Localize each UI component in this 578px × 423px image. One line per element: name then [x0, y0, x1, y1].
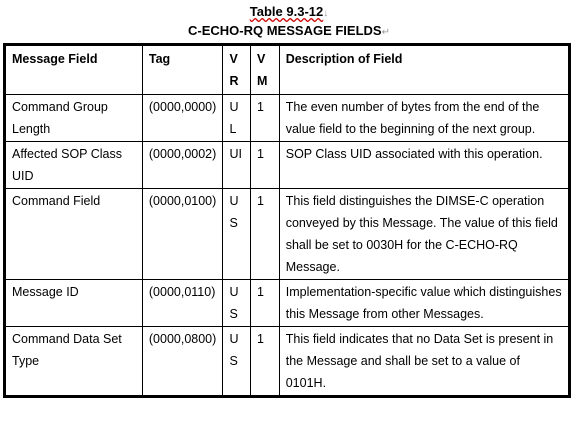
cell-tag: (0000,0800) [142, 327, 223, 396]
cell-vr: US [223, 327, 251, 396]
cell-message-field: Command Field [6, 189, 143, 280]
table-row [6, 189, 569, 280]
cell-vr: UI [223, 142, 251, 189]
table-number-caption [0, 4, 578, 22]
header-tag: Tag [142, 46, 223, 95]
cell-vm: 1 [251, 189, 280, 280]
cell-description: This field distinguishes the DIMSE-C operation conveyed by this Message. The value of this field shall be set to 0030H for the C-ECHO-RQ Message. [279, 189, 568, 280]
cell-message-field: Message ID [6, 280, 143, 327]
cell-description: The even number of bytes from the end of the value field to the beginning of the next group. [279, 95, 568, 142]
table-row [6, 95, 569, 142]
cell-vr: US [223, 189, 251, 280]
header-description: Description of Field [279, 46, 568, 95]
message-fields-table [5, 45, 569, 396]
cell-description: SOP Class UID associated with this operation. [279, 142, 568, 189]
cell-message-field: Command Group Length [6, 95, 143, 142]
table-row [6, 327, 569, 396]
header-vm: VM [251, 46, 280, 95]
cell-tag: (0000,0002) [142, 142, 223, 189]
header-message-field: Message Field [6, 46, 143, 95]
table-row [6, 142, 569, 189]
cell-tag: (0000,0100) [142, 189, 223, 280]
cell-vr: UL [223, 95, 251, 142]
cell-tag: (0000,0000) [142, 95, 223, 142]
cell-vm: 1 [251, 95, 280, 142]
table-title: C-ECHO-RQ MESSAGE FIELDS [188, 23, 382, 38]
paragraph-mark-icon: ↓ [323, 8, 329, 19]
paragraph-mark-icon: ↵ [381, 27, 390, 38]
cell-vm: 1 [251, 327, 280, 396]
cell-vr: US [223, 280, 251, 327]
cell-message-field: Command Data Set Type [6, 327, 143, 396]
cell-description: Implementation-specific value which distinguishes this Message from other Messages. [279, 280, 568, 327]
cell-message-field: Affected SOP Class UID [6, 142, 143, 189]
table-title-caption [0, 23, 578, 41]
table-row [6, 280, 569, 327]
table-header-row [6, 46, 569, 95]
cell-tag: (0000,0110) [142, 280, 223, 327]
cell-vm: 1 [251, 142, 280, 189]
cell-vm: 1 [251, 280, 280, 327]
header-vr: VR [223, 46, 251, 95]
cell-description: This field indicates that no Data Set is present in the Message and shall be set to a value of 0101H. [279, 327, 568, 396]
table-number: Table 9.3-12 [249, 4, 324, 19]
